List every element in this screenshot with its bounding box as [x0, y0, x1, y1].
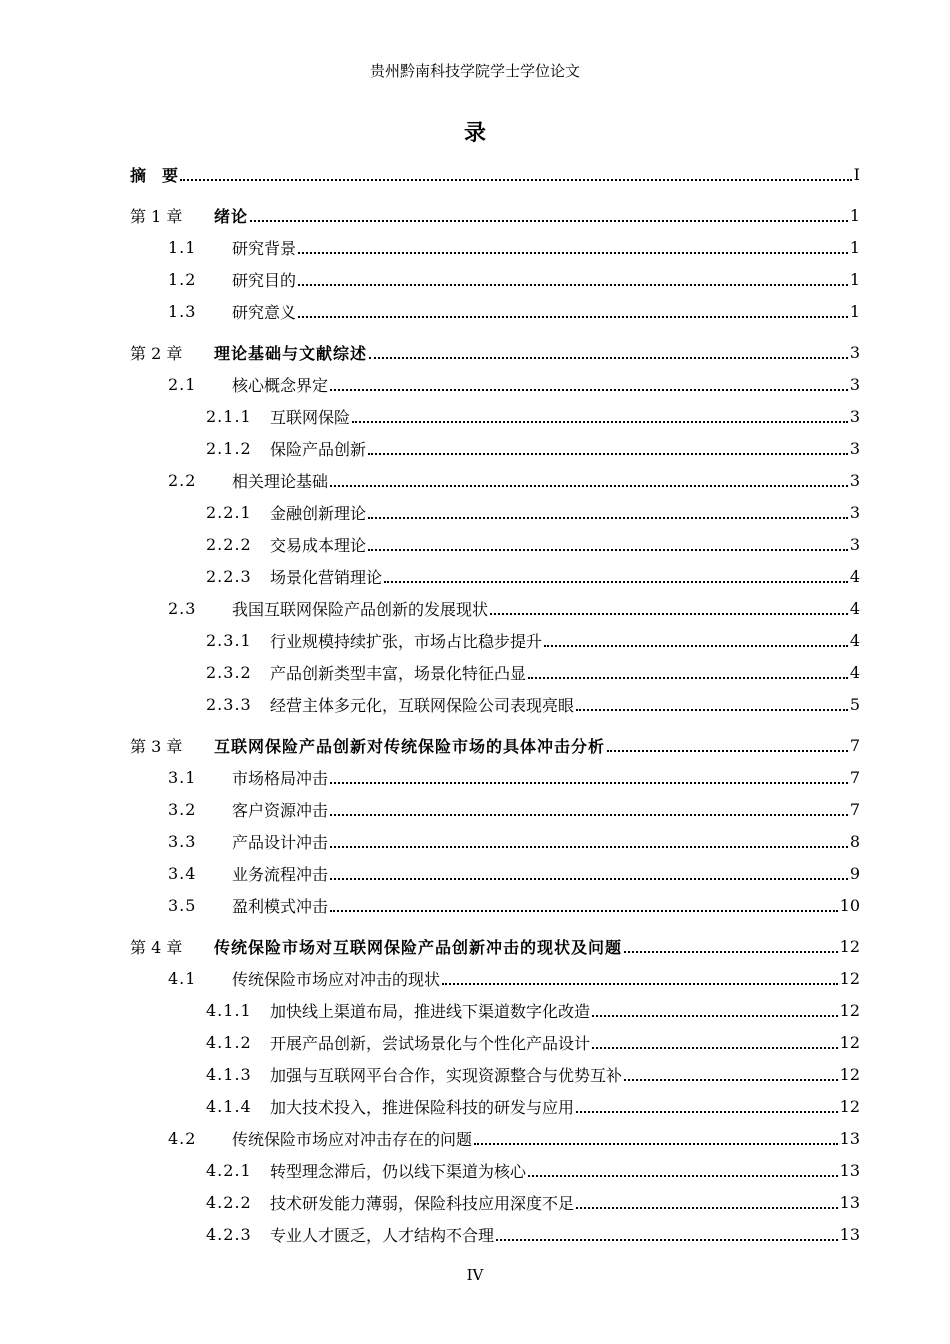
toc-entry-label: 金融创新理论	[270, 503, 367, 523]
toc-entry-number: 1.1	[168, 237, 197, 257]
dot-leader	[592, 1047, 838, 1049]
toc-entry-number: 第 3 章	[130, 736, 183, 756]
toc-entry-label: 市场格局冲击	[232, 768, 329, 788]
dot-leader	[298, 252, 848, 254]
dot-leader	[490, 613, 848, 615]
dot-leader	[624, 951, 838, 953]
toc-entry[interactable]	[130, 263, 860, 295]
toc-entry[interactable]	[130, 231, 860, 263]
toc-entry-number: 4.1.3	[206, 1064, 252, 1084]
toc-entry-number: 2.1.2	[206, 438, 252, 458]
toc-entry[interactable]	[130, 496, 860, 528]
toc-entry[interactable]	[130, 825, 860, 857]
dot-leader	[369, 357, 848, 359]
dot-leader	[496, 1239, 838, 1241]
dot-leader	[528, 677, 848, 679]
toc-entry-number: 2.3	[168, 598, 197, 618]
toc-entry[interactable]	[130, 1090, 860, 1122]
toc-entry-page: 12	[839, 1032, 860, 1052]
toc-entry-label: 加强与互联网平台合作，实现资源整合与优势互补	[270, 1065, 623, 1085]
toc-entry-number: 3.1	[168, 767, 197, 787]
dot-leader	[330, 910, 838, 912]
toc-entry-page: 8	[849, 831, 860, 851]
toc-entry-page: 12	[839, 1000, 860, 1020]
toc-entry-number: 1.3	[168, 301, 197, 321]
dot-leader	[250, 220, 848, 222]
toc-entry-page: 1	[849, 301, 860, 321]
toc-entry-page: 1	[849, 237, 860, 257]
toc-entry-number: 第 4 章	[130, 937, 183, 957]
dot-leader	[528, 1175, 838, 1177]
dot-leader	[474, 1143, 838, 1145]
dot-leader	[330, 846, 848, 848]
toc-entry-label: 传统保险市场应对冲击存在的问题	[232, 1129, 473, 1149]
toc-entry-page: 13	[839, 1160, 860, 1180]
toc-entry-label: 产品创新类型丰富，场景化特征凸显	[270, 663, 527, 683]
toc-entry-label: 经营主体多元化，互联网保险公司表现亮眼	[270, 695, 575, 715]
dot-leader	[352, 421, 848, 423]
dot-leader	[330, 782, 848, 784]
toc-entry-label: 核心概念界定	[232, 375, 329, 395]
dot-leader	[330, 485, 848, 487]
toc-entry-label: 开展产品创新，尝试场景化与个性化产品设计	[270, 1033, 591, 1053]
toc-entry[interactable]	[130, 1154, 860, 1186]
toc-entry-number: 1.2	[168, 269, 197, 289]
toc-entry-page: 3	[849, 406, 860, 426]
toc-entry[interactable]	[130, 432, 860, 464]
toc-entry-label: 互联网保险产品创新对传统保险市场的具体冲击分析	[214, 736, 606, 756]
toc-entry-label: 加快线上渠道布局，推进线下渠道数字化改造	[270, 1001, 591, 1021]
toc-entry-label: 传统保险市场对互联网保险产品创新冲击的现状及问题	[214, 937, 623, 957]
toc-entry-page: 4	[849, 662, 860, 682]
toc-entry-label: 相关理论基础	[232, 471, 329, 491]
toc-entry[interactable]	[130, 336, 860, 368]
toc-entry-label: 行业规模持续扩张，市场占比稳步提升	[270, 631, 543, 651]
toc-entry-number: 3.2	[168, 799, 197, 819]
toc-entry[interactable]	[130, 1218, 860, 1250]
toc-entry-label: 业务流程冲击	[232, 864, 329, 884]
toc-entry-page: 1	[849, 205, 860, 225]
dot-leader	[298, 316, 848, 318]
toc-entry-label: 交易成本理论	[270, 535, 367, 555]
toc-entry-number: 2.3.2	[206, 662, 252, 682]
toc-entry[interactable]	[130, 1186, 860, 1218]
toc-entry-number: 4.2	[168, 1128, 197, 1148]
dot-leader	[607, 750, 848, 752]
toc-entry-number: 4.1.2	[206, 1032, 252, 1052]
dot-leader	[330, 878, 848, 880]
toc-entry-page: 3	[849, 502, 860, 522]
toc-entry-label: 互联网保险	[270, 407, 351, 427]
toc-entry-label: 研究背景	[232, 238, 297, 258]
toc-entry[interactable]	[130, 528, 860, 560]
toc-entry[interactable]	[130, 1122, 860, 1154]
toc-entry[interactable]	[130, 889, 860, 921]
toc-entry-page: 4	[849, 630, 860, 650]
dot-leader	[330, 814, 848, 816]
toc-entry-page: 5	[849, 694, 860, 714]
toc-entry[interactable]	[130, 729, 860, 761]
toc-entry-label: 客户资源冲击	[232, 800, 329, 820]
dot-leader	[330, 389, 848, 391]
toc-entry-page: 12	[839, 968, 860, 988]
toc-entry-page: 4	[849, 598, 860, 618]
toc-entry-page: 3	[849, 470, 860, 490]
toc-entry-number: 4.2.3	[206, 1224, 252, 1244]
toc-entry-label: 研究意义	[232, 302, 297, 322]
toc-entry-number: 4.1	[168, 968, 197, 988]
dot-leader	[576, 1111, 838, 1113]
toc-entry[interactable]	[130, 761, 860, 793]
toc-entry[interactable]	[130, 158, 860, 190]
dot-leader	[180, 179, 852, 181]
toc-entry-number: 2.2.1	[206, 502, 252, 522]
toc-title: 录	[463, 121, 486, 146]
running-header: 贵州黔南科技学院学士学位论文	[369, 62, 580, 80]
table-of-contents	[130, 158, 860, 1250]
toc-entry-page: 10	[839, 895, 860, 915]
toc-entry-page: 13	[839, 1128, 860, 1148]
toc-entry-label: 技术研发能力薄弱，保险科技应用深度不足	[270, 1193, 575, 1213]
toc-entry-label: 传统保险市场应对冲击的现状	[232, 969, 441, 989]
toc-entry[interactable]	[130, 592, 860, 624]
toc-entry-label: 专业人才匮乏，人才结构不合理	[270, 1225, 495, 1245]
toc-entry-page: 13	[839, 1192, 860, 1212]
toc-entry-number: 4.2.1	[206, 1160, 252, 1180]
dot-leader	[298, 284, 848, 286]
toc-entry[interactable]	[130, 656, 860, 688]
toc-entry-label: 理论基础与文献综述	[214, 343, 368, 363]
toc-entry[interactable]	[130, 1058, 860, 1090]
toc-entry-page: 1	[849, 269, 860, 289]
toc-entry-number: 2.2.2	[206, 534, 252, 554]
dot-leader	[368, 517, 848, 519]
toc-entry[interactable]	[130, 930, 860, 962]
dot-leader	[368, 453, 848, 455]
toc-entry-number: 2.3.1	[206, 630, 252, 650]
dot-leader	[624, 1079, 838, 1081]
toc-entry[interactable]	[130, 400, 860, 432]
toc-entry[interactable]	[130, 857, 860, 889]
toc-entry-page: 12	[839, 1064, 860, 1084]
toc-entry-page: 3	[849, 534, 860, 554]
toc-entry-number: 2.3.3	[206, 694, 252, 714]
dot-leader	[592, 1015, 838, 1017]
toc-entry-page: 3	[849, 374, 860, 394]
toc-entry-number: 第 1 章	[130, 206, 183, 226]
dot-leader	[368, 549, 848, 551]
dot-leader	[576, 709, 848, 711]
toc-entry-page: 12	[839, 936, 860, 956]
toc-entry-number: 4.2.2	[206, 1192, 252, 1212]
toc-entry[interactable]	[130, 368, 860, 400]
toc-entry-page: 4	[849, 566, 860, 586]
toc-entry-label: 盈利模式冲击	[232, 896, 329, 916]
toc-entry-label: 研究目的	[232, 270, 297, 290]
toc-entry-page: 7	[849, 735, 860, 755]
dot-leader	[442, 983, 838, 985]
dot-leader	[384, 581, 848, 583]
toc-entry-label: 保险产品创新	[270, 439, 367, 459]
toc-entry-number: 2.1	[168, 374, 197, 394]
toc-entry[interactable]	[130, 560, 860, 592]
toc-entry-number: 第 2 章	[130, 343, 183, 363]
toc-entry-page: 13	[839, 1224, 860, 1244]
toc-entry-label: 加大技术投入，推进保险科技的研发与应用	[270, 1097, 575, 1117]
toc-entry[interactable]	[130, 464, 860, 496]
toc-entry-label: 转型理念滞后，仍以线下渠道为核心	[270, 1161, 527, 1181]
toc-entry-label: 场景化营销理论	[270, 567, 383, 587]
toc-entry-page: 9	[849, 863, 860, 883]
toc-entry-page: 3	[849, 438, 860, 458]
toc-entry[interactable]	[130, 793, 860, 825]
toc-entry[interactable]	[130, 295, 860, 327]
toc-entry-page: 3	[849, 342, 860, 362]
toc-entry[interactable]	[130, 962, 860, 994]
toc-entry[interactable]	[130, 624, 860, 656]
toc-entry-number: 4.1.4	[206, 1096, 252, 1116]
toc-entry-label: 我国互联网保险产品创新的发展现状	[232, 599, 489, 619]
dot-leader	[576, 1207, 838, 1209]
toc-entry-number: 4.1.1	[206, 1000, 252, 1020]
toc-entry[interactable]	[130, 688, 860, 720]
toc-entry-label: 产品设计冲击	[232, 832, 329, 852]
toc-entry-label: 摘 要	[130, 165, 179, 185]
toc-entry-number: 3.4	[168, 863, 197, 883]
toc-entry[interactable]	[130, 1026, 860, 1058]
page-number: IV	[466, 1266, 484, 1284]
toc-entry-page: 7	[849, 799, 860, 819]
toc-entry-number: 3.5	[168, 895, 197, 915]
toc-entry-number: 2.2	[168, 470, 197, 490]
toc-entry-number: 2.1.1	[206, 406, 252, 426]
toc-entry-number: 2.2.3	[206, 566, 252, 586]
toc-entry-page: I	[853, 164, 860, 184]
toc-entry[interactable]	[130, 199, 860, 231]
toc-entry-label: 绪论	[214, 206, 249, 226]
toc-entry-number: 3.3	[168, 831, 197, 851]
toc-entry-page: 12	[839, 1096, 860, 1116]
dot-leader	[544, 645, 848, 647]
toc-entry-page: 7	[849, 767, 860, 787]
toc-entry[interactable]	[130, 994, 860, 1026]
